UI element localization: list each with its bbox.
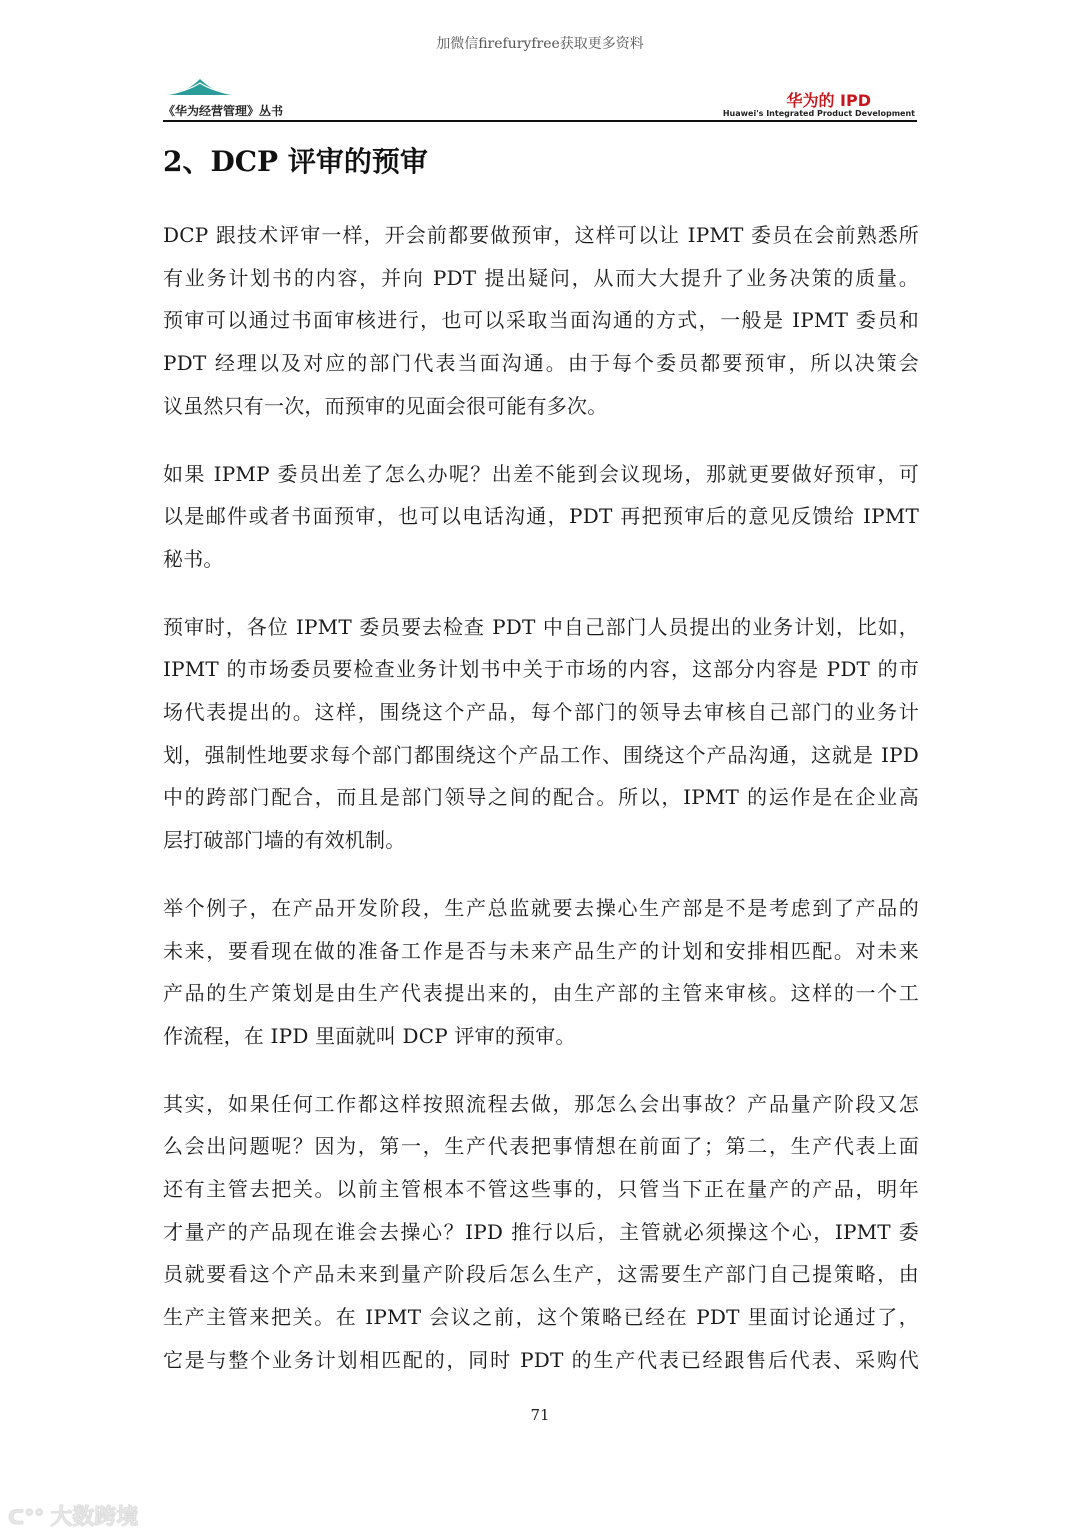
1000-logo-icon: ᑕ°° xyxy=(8,1505,45,1529)
text-line: 产品的生产策划是由生产代表提出来的，由生产部的主管来审核。这样的一个工 xyxy=(163,981,919,1006)
text-line: 生产主管来把关。在 IPMT 会议之前，这个策略已经在 PDT 里面讨论通过了， xyxy=(163,1305,919,1330)
text-line: 员就要看这个产品未来到量产阶段后怎么生产，这需要生产部门自己提策略，由 xyxy=(163,1262,919,1287)
text-line: IPMT 的市场委员要检查业务计划书中关于市场的内容，这部分内容是 PDT 的市 xyxy=(163,657,919,682)
text-line: 它是与整个业务计划相匹配的，同时 PDT 的生产代表已经跟售后代表、采购代 xyxy=(163,1347,919,1372)
section-title: 2、DCP 评审的预审 xyxy=(163,145,428,178)
bottom-watermark xyxy=(8,1500,138,1531)
text-line: 预审可以通过书面审核进行，也可以采取当面沟通的方式，一般是 IPMT 委员和 xyxy=(163,308,919,333)
header-divider xyxy=(163,120,917,122)
top-watermark: 加微信firefuryfree获取更多资料 xyxy=(436,36,644,52)
paragraph xyxy=(163,214,919,428)
brand-subtitle: Huawei's Integrated Product Development xyxy=(722,109,915,118)
paragraph xyxy=(163,887,919,1058)
text-line: 中的跨部门配合，而且是部门领导之间的配合。所以，IPMT 的运作是在企业高 xyxy=(163,785,919,810)
text-line: 如果 IPMP 委员出差了怎么办呢？出差不能到会议现场，那就更要做好预审，可 xyxy=(163,461,919,486)
text-line: 才量产的产品现在谁会去操心？IPD 推行以后，主管就必须操这个心，IPMT 委 xyxy=(163,1219,919,1244)
paragraph xyxy=(163,453,919,581)
text-line: 么会出问题呢？因为，第一，生产代表把事情想在前面了；第二，生产代表上面 xyxy=(163,1134,919,1159)
paragraph xyxy=(163,1083,919,1382)
text-line: 以是邮件或者书面预审，也可以电话沟通，PDT 再把预审后的意见反馈给 IPMT xyxy=(163,504,919,529)
text-line: PDT 经理以及对应的部门代表当面沟通。由于每个委员都要预审，所以决策会 xyxy=(163,351,919,376)
text-line: 其实，如果任何工作都这样按照流程去做，那怎么会出事故？产品量产阶段又怎 xyxy=(163,1091,919,1116)
page-number: 71 xyxy=(530,1406,550,1424)
text-line: 场代表提出的。这样，围绕这个产品，每个部门的领导去审核自己部门的业务计 xyxy=(163,700,919,725)
body-text xyxy=(163,214,919,1407)
text-line: 层打破部门墙的有效机制。 xyxy=(163,828,406,853)
page-header xyxy=(163,78,917,122)
text-line: 议虽然只有一次，而预审的见面会很可能有多次。 xyxy=(163,393,608,418)
text-line: 有业务计划书的内容，并向 PDT 提出疑问，从而大大提升了业务决策的质量。 xyxy=(163,265,919,290)
text-line: 预审时，各位 IPMT 委员要去检查 PDT 中自己部门人员提出的业务计划，比如， xyxy=(163,614,919,639)
text-line: 举个例子，在产品开发阶段，生产总监就要去操心生产部是不是考虑到了产品的 xyxy=(163,895,919,920)
mountain-logo-icon xyxy=(169,78,231,96)
text-line: DCP 跟技术评审一样，开会前都要做预审，这样可以让 IPMT 委员在会前熟悉所 xyxy=(163,223,919,247)
text-line: 划，强制性地要求每个部门都围绕这个产品工作、围绕这个产品沟通，这就是 IPD xyxy=(163,742,919,767)
text-line: 未来，要看现在做的准备工作是否与未来产品生产的计划和安排相匹配。对未来 xyxy=(163,938,919,963)
series-title: 《华为经营管理》丛书 xyxy=(163,104,284,118)
text-line: 作流程，在 IPD 里面就叫 DCP 评审的预审。 xyxy=(163,1023,576,1048)
text-line: 秘书。 xyxy=(163,546,224,571)
brand-title: 华为的 IPD xyxy=(786,91,871,110)
watermark-text: 大数跨境 xyxy=(50,1505,139,1530)
paragraph xyxy=(163,606,919,862)
text-line: 还有主管去把关。以前主管根本不管这些事的，只管当下正在量产的产品，明年 xyxy=(163,1177,919,1202)
